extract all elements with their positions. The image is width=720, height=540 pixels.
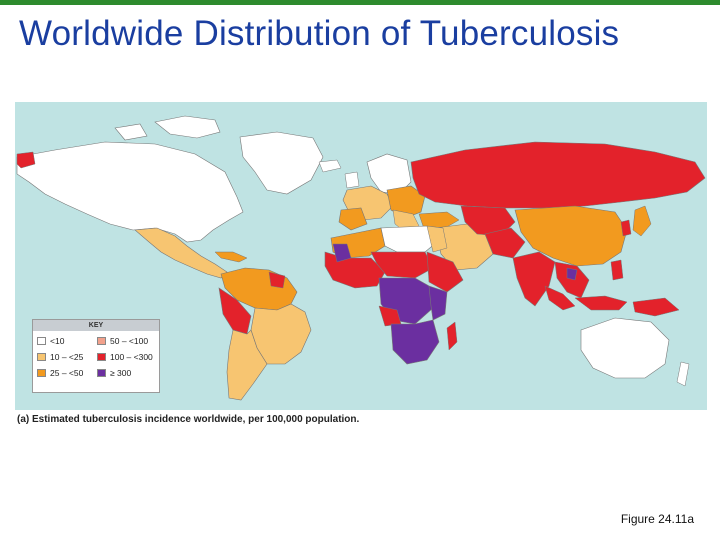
legend-label: 10 – <25 bbox=[50, 352, 84, 362]
legend-swatch bbox=[97, 353, 106, 361]
legend-label: 100 – <300 bbox=[110, 352, 153, 362]
top-accent-bar bbox=[0, 0, 720, 5]
legend-label: 25 – <50 bbox=[50, 368, 84, 378]
legend-item-10-25 bbox=[37, 351, 83, 363]
legend-swatch bbox=[97, 369, 106, 377]
legend-swatch bbox=[37, 369, 46, 377]
legend-label: ≥ 300 bbox=[110, 368, 132, 378]
legend-item-lt10 bbox=[37, 335, 64, 347]
figure-caption: (a) Estimated tuberculosis incidence worldwide, per 100,000 population. bbox=[17, 414, 360, 425]
legend-header: KEY bbox=[33, 320, 159, 331]
legend-label: <10 bbox=[50, 336, 65, 346]
figure-reference: Figure 24.11a bbox=[620, 512, 694, 526]
korea bbox=[621, 220, 631, 236]
page-title: Worldwide Distribution of Tuberculosis bbox=[19, 14, 620, 53]
legend-swatch bbox=[37, 337, 46, 345]
uk bbox=[345, 172, 359, 188]
legend-item-50-100 bbox=[97, 335, 148, 347]
philippines bbox=[611, 260, 623, 280]
legend-swatch bbox=[97, 337, 106, 345]
legend-label: 50 – <100 bbox=[110, 336, 149, 346]
legend-item-ge300 bbox=[97, 367, 131, 379]
map-legend bbox=[32, 319, 160, 393]
legend-item-100-300 bbox=[97, 351, 153, 363]
cambodia bbox=[567, 268, 577, 280]
legend-item-25-50 bbox=[37, 367, 83, 379]
legend-swatch bbox=[37, 353, 46, 361]
